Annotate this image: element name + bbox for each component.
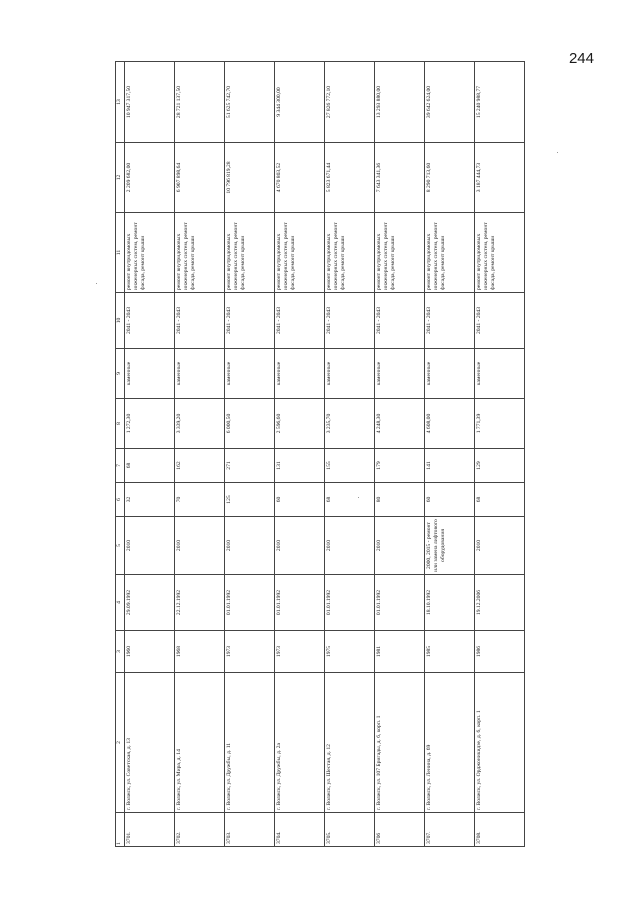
repair-period: 2041 - 2043 <box>125 293 175 349</box>
works-list: ремонт внутридомовых инженерных систем, ремонт фасада, ремонт крыши <box>425 213 475 293</box>
table-row <box>275 62 325 847</box>
build-year: 1975 <box>325 631 375 673</box>
column-7-value: 155 <box>325 449 375 483</box>
repair-period: 2041 - 2043 <box>425 293 475 349</box>
wall-material: каменные <box>325 349 375 399</box>
address: г. Волжск, ул. Дружбы, д. 2а <box>275 673 325 813</box>
column-number: 5 <box>116 517 125 575</box>
repair-cost: 5 823 671,44 <box>325 143 375 213</box>
column-number: 10 <box>116 293 125 349</box>
repair-period: 2041 - 2043 <box>225 293 275 349</box>
table-row <box>175 62 225 847</box>
column-6-value: 125 <box>225 483 275 517</box>
area: 6 000,50 <box>225 399 275 449</box>
column-number: 7 <box>116 449 125 483</box>
column-number: 3 <box>116 631 125 673</box>
works-list: ремонт внутридомовых инженерных систем, ремонт фасада, ремонт крыши <box>475 213 525 293</box>
column-number: 13 <box>116 62 125 143</box>
last-repair-year: 2010 <box>375 517 425 575</box>
column-number-row <box>116 62 125 847</box>
address: г. Волжск, ул. Орджоникидзе, д. 6, корп. 1 <box>475 673 525 813</box>
column-number: 9 <box>116 349 125 399</box>
table-row <box>475 62 525 847</box>
scan-speck <box>557 152 558 153</box>
wall-material: каменные <box>225 349 275 399</box>
column-7-value: 179 <box>375 449 425 483</box>
column-7-value: 129 <box>475 449 525 483</box>
column-7-value: 131 <box>275 449 325 483</box>
column-number: 4 <box>116 575 125 631</box>
row-number: 3705. <box>325 813 375 847</box>
rotated-table-frame <box>115 62 527 847</box>
last-repair-year: 2010 <box>475 517 525 575</box>
column-number: 12 <box>116 143 125 213</box>
page-number: 244 <box>568 50 594 67</box>
table-row <box>325 62 375 847</box>
area: 3 235,70 <box>325 399 375 449</box>
column-6-value: 68 <box>325 483 375 517</box>
total-cost: 13 293 880,00 <box>375 62 425 143</box>
address: г. Волжск, ул. Мира, д. 14 <box>175 673 225 813</box>
column-number: 6 <box>116 483 125 517</box>
privatization-date: 18.10.1992 <box>425 575 475 631</box>
area: 4 608,00 <box>425 399 475 449</box>
wall-material: каменные <box>175 349 225 399</box>
rotated-table-container <box>115 62 527 847</box>
repair-period: 2041 - 2043 <box>275 293 325 349</box>
area: 3 339,20 <box>175 399 225 449</box>
works-list: ремонт внутридомовых инженерных систем, ремонт фасада, ремонт крыши <box>325 213 375 293</box>
repair-cost: 8 290 713,60 <box>425 143 475 213</box>
area: 2 596,60 <box>275 399 325 449</box>
privatization-date: 01.01.1992 <box>325 575 375 631</box>
table-row <box>425 62 475 847</box>
build-year: 1973 <box>225 631 275 673</box>
build-year: 1960 <box>125 631 175 673</box>
row-number: 3703. <box>225 813 275 847</box>
column-number: 8 <box>116 399 125 449</box>
column-number: 2 <box>116 673 125 813</box>
table-row <box>225 62 275 847</box>
works-list: ремонт внутридомовых инженерных систем, ремонт фасада, ремонт крыши <box>175 213 225 293</box>
total-cost: 9 344 300,00 <box>275 62 325 143</box>
build-year: 1985 <box>425 631 475 673</box>
column-6-value: 68 <box>475 483 525 517</box>
scan-speck <box>358 497 359 498</box>
total-cost: 27 826 772,10 <box>325 62 375 143</box>
last-repair-year: 2000, 2015 - ремонт или замена лифтового оборудования <box>425 517 475 575</box>
last-repair-year: 2010 <box>175 517 225 575</box>
repair-cost: 10 796 819,28 <box>225 143 275 213</box>
repair-period: 2041 - 2043 <box>175 293 225 349</box>
column-7-value: 271 <box>225 449 275 483</box>
row-number: 3706 <box>375 813 425 847</box>
repair-cost: 7 643 341,36 <box>375 143 425 213</box>
privatization-date: 01.01.1992 <box>275 575 325 631</box>
row-number: 3704. <box>275 813 325 847</box>
total-cost: 28 721 137,50 <box>175 62 225 143</box>
wall-material: каменные <box>125 349 175 399</box>
address: г. Волжск, ул. Ленина, д. 69 <box>425 673 475 813</box>
total-cost: 15 240 988,77 <box>475 62 525 143</box>
works-list: ремонт внутридомовых инженерных систем, ремонт фасада, ремонт крыши <box>225 213 275 293</box>
column-6-value: 80 <box>375 483 425 517</box>
column-6-value: 32 <box>125 483 175 517</box>
repair-cost: 3 187 444,73 <box>475 143 525 213</box>
column-number: 1 <box>116 813 125 847</box>
column-6-value: 60 <box>275 483 325 517</box>
last-repair-year: 2010 <box>225 517 275 575</box>
column-6-value: 70 <box>175 483 225 517</box>
repair-period: 2041 - 2043 <box>375 293 425 349</box>
total-cost: 39 642 624,00 <box>425 62 475 143</box>
repair-cost: 2 209 682,00 <box>125 143 175 213</box>
repair-cost: 6 907 898,64 <box>175 143 225 213</box>
wall-material: каменные <box>425 349 475 399</box>
column-number: 11 <box>116 213 125 293</box>
repair-plan-table <box>115 61 525 847</box>
repair-period: 2041 - 2043 <box>475 293 525 349</box>
build-year: 1973 <box>275 631 325 673</box>
privatization-date: 01.01.1992 <box>225 575 275 631</box>
row-number: 3702. <box>175 813 225 847</box>
build-year: 1968 <box>175 631 225 673</box>
total-cost: 10 947 317,50 <box>125 62 175 143</box>
table-row <box>125 62 175 847</box>
wall-material: каменные <box>375 349 425 399</box>
repair-cost: 4 670 803,52 <box>275 143 325 213</box>
address: г. Волжск, ул. 107 Бригады, д. 6, корп. 1 <box>375 673 425 813</box>
address: г. Волжск, ул. Шестая, д. 12 <box>325 673 375 813</box>
area: 1 771,39 <box>475 399 525 449</box>
column-6-value: 60 <box>425 483 475 517</box>
area: 4 248,30 <box>375 399 425 449</box>
column-7-value: 162 <box>175 449 225 483</box>
area: 1 272,30 <box>125 399 175 449</box>
privatization-date: 22.12.1992 <box>175 575 225 631</box>
privatization-date: 19.12.2006 <box>475 575 525 631</box>
works-list: ремонт внутридомовых инженерных систем, ремонт фасада, ремонт крыши <box>375 213 425 293</box>
works-list: ремонт внутридомовых инженерных систем, ремонт фасада, ремонт крыши <box>125 213 175 293</box>
last-repair-year: 2010 <box>325 517 375 575</box>
table-row <box>375 62 425 847</box>
works-list: ремонт внутридомовых инженерных систем, ремонт фасада, ремонт крыши <box>275 213 325 293</box>
repair-period: 2041 - 2043 <box>325 293 375 349</box>
wall-material: каменные <box>275 349 325 399</box>
wall-material: каменные <box>475 349 525 399</box>
row-number: 3708. <box>475 813 525 847</box>
row-number: 3707. <box>425 813 475 847</box>
address: г. Волжск, ул. Дружбы, д. 11 <box>225 673 275 813</box>
column-7-value: 141 <box>425 449 475 483</box>
build-year: 1986 <box>475 631 525 673</box>
scan-speck <box>96 283 97 284</box>
privatization-date: 29.09.1992 <box>125 575 175 631</box>
last-repair-year: 2010 <box>275 517 325 575</box>
address: г. Волжск, ул. Советская, д. 13 <box>125 673 175 813</box>
column-7-value: 68 <box>125 449 175 483</box>
build-year: 1981 <box>375 631 425 673</box>
privatization-date: 01.01.1992 <box>375 575 425 631</box>
row-number: 3701. <box>125 813 175 847</box>
last-repair-year: 2010 <box>125 517 175 575</box>
total-cost: 51 625 742,70 <box>225 62 275 143</box>
